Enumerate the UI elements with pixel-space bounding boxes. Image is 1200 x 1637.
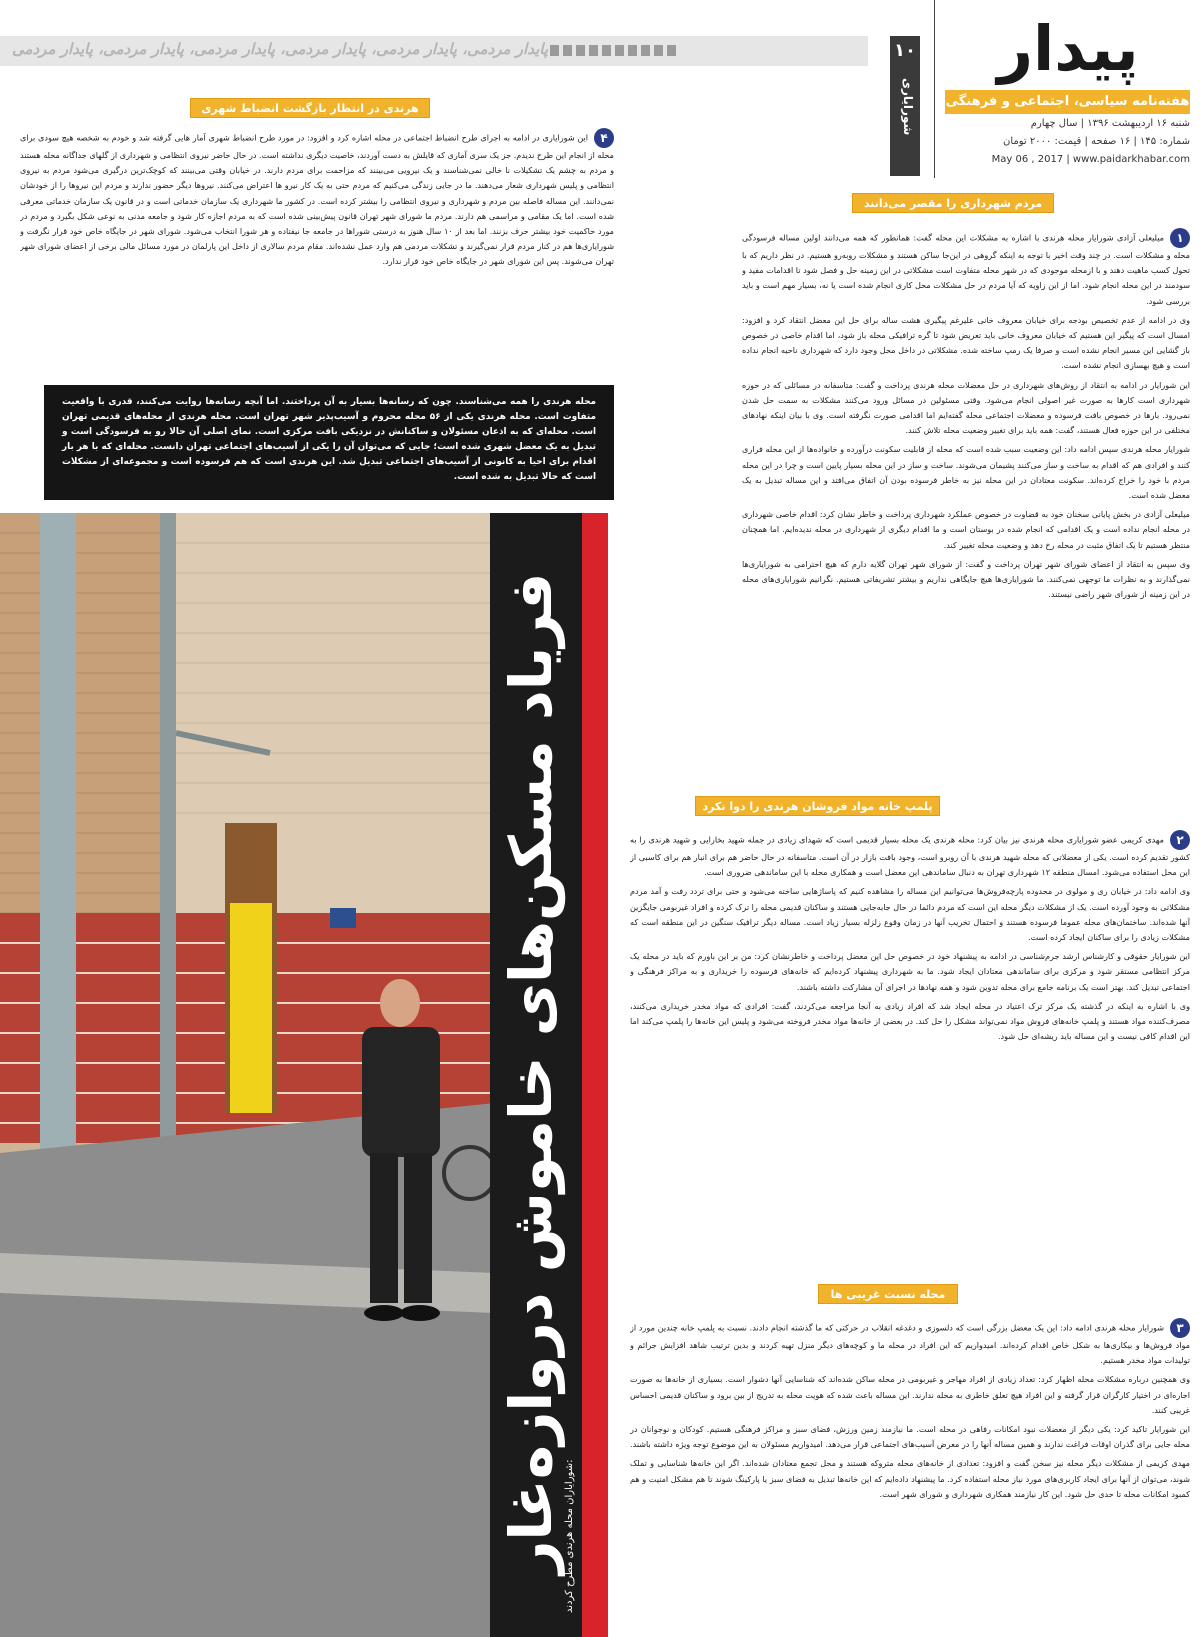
article-right-paragraph: میلیعلی آزادی شورایار محله هرندی با اشاره به مشکلات این محله گفت: همانطور که همه می‌دانند اولین مساله فرسودگی محله و مشکلات است. در چند وقت اخیر با توجه به اینکه گروهی در این‌جا ساکن هستند و مشکلات روبه‌رو هستیم. در نظر داریم که با تحول کسب ماهیت دهند و با ازمحله موجودی که در شهر محله متفاوت است مشکلاتی در این زمینه حل و فصل شود تا اقدامات مفید و سودمند در این محله انجام شود. اما از این زاویه که آیا مردم در حل مشکلات محل کاری انجام شده است یا نه، بسیار مهم است و باید بررسی شود. <box>742 232 1190 306</box>
strip-square <box>602 45 611 56</box>
article-bottom-paragraph: شورایار محله هرندی ادامه داد: این یک معضل بزرگی است که دلسوزی و دغدغه انقلاب در حرکتی که ما گذشته انجام دادند. نسبت به پلمپ خانه چندین مورد از مواد فروش‌ها و بیکاری‌ها به شکل خاص اقدام کرده‌اند. امیدواریم که این افراد در محله ما و کوچه‌های دیگر منزل تهیه کردند و بدین ترتیب شاهد افزایش جرائم و تولیدات مواد مخدر هستیم. <box>630 1322 1190 1366</box>
strip-square <box>654 45 663 56</box>
masthead-tagline: هفته‌نامه سیاسی، اجتماعی و فرهنگی <box>945 90 1190 114</box>
top-banner-strip <box>0 36 868 66</box>
main-headline: فریاد مسکن‌های خاموش دروازه‌غار <box>497 572 565 1574</box>
article-right-paragraph: وی در ادامه از عدم تخصیص بودجه برای خیابان معروف خانی علیرغم پیگیری هشت ساله برای حل این معضل انتقاد کرد و افزود: امسال است که پیگیر این هستیم که خیابان معروف خانی باید تعریض شود تا گره ترافیکی محله باز شود، اما اقدام خاصی در خصوص باز گشایی این مسیر انجام نشده است و صرفا یک رمپ ساخته شده. مشکلاتی در داخل محل وجود دارد که شهرداری ناحیه انجام نداده است و هیچ بهسازی انجام نشده است. <box>742 314 1190 371</box>
strip-square <box>589 45 598 56</box>
article-middle-paragraph: مهدی کریمی عضو شورایاری محله هرندی نیز بیان کرد: محله هرندی یک محله بسیار قدیمی است که شهدای زیادی در جمله شهید بخارایی و شهید هرندی را به کشور تقدیم کرده است. یکی از معضلاتی که محله شهید هرندی با آن روبرو است، وجود بافت بازار در آن است. متاسفانه در حال حاضر هم برای انبار هم برای کاسبی از این محل استفاده می‌شود. امسال منطقه ۱۲ شهرداری تهران به دنبال ساماندهی این معضل است و همکاری محله با این ساماندهی ضروری است. <box>630 834 1190 878</box>
lead-quote-text: محله هرندی را همه می‌شناسند. چون که رسانه‌ها بسیار به آن پرداختند. اما آنچه رسانه‌ها روایت می‌کنند، قدری با واقعیت متفاوت است. محله هرندی یکی از ۵۶ محله محروم و آسیب‌پذیر شهر تهران است. محله هرندی از محله‌های قدیمی تهران است. محله‌ای که به اذعان مسئولان و ساکنانش در نزدیکی بافت مرکزی است. نمای اصلی آن حالا رو به فرسودگی است و تبدیل به یک معضل شهری شده است؛ جایی که می‌توان آن را یکی از آسیب‌های اجتماعی تهران دانست. محله‌ای که با هر بار اقدام برای احیا به کانونی از آسیب‌های اجتماعی تبدیل شد. این هرندی است که هم فرسوده است و مجموعه‌ای از مشکلات است که حالا تبدیل به شده است. <box>62 397 596 482</box>
page-number: ۱۰ <box>894 40 916 61</box>
newspaper-logo[interactable]: پیدار <box>997 12 1139 85</box>
sub-headline: شورایاران محله هرندی مطرح کردند: <box>564 1459 575 1613</box>
section-name: شورایاری <box>901 78 915 136</box>
article-number-badge: ۳ <box>1170 1318 1190 1338</box>
strip-square <box>576 45 585 56</box>
section-tab <box>890 36 920 176</box>
strip-square <box>628 45 637 56</box>
article-top-text: این شورایاری در ادامه به اجرای طرح انضباط اجتماعی در محله اشاره کرد و افزود: در مورد طرح انضباط شهری آمار هایی گرفته شد و خودم به شخصه هیچ سودی برای محله از انجام این طرح ندیدم. جز یک سری آماری که قایلش به دست آوردند، خاصیت دیگری نداشته است. در حال حاضر نیروی انتظامی و شهرداری از گلهای جداگانه محله هستند و مردم به چشم یک تشکیلات نا خالی نمی‌شناسند و یک نیرویی می‌بینند که مزاحمت برای مردم دارند. در خیابان وقتی می‌بینند که کوچک‌ترین درگیری می‌شود مردم به نیروی انتظامی و پلیس شهرداری شعار می‌دهند. ما در جایی زندگی می‌کنیم که مردم حتی به یک کار نیرو ها اعتراض می‌کنند. نیروها دیگر حضور ندارند و مردم این نیروها را از خودشان نمی‌دانند. این مساله فاصله بین مردم و شهرداری و نیروی انتظامی را بیشتر کرده است. در کشور ما شهرداری یک سازمان خدماتی است و در قانون یک سازمان خدماتی معرفی شده است. اما یک مقامی و مراسمی هم دارند. مردم ما شورای شهر تهران قانون پیش‌بینی شده است که به مردم اجازه کار شود و جامعه مدنی به نوعی شکل بگیرد و مردم در مورد حاکمیت خود بیشتر حرف بزنند. اما بعد از ۱۰ سال هنوز به درستی شوراها در جامعه جا نیفتاده و هر شورا انتخاب می‌شود. شورای شهر در جایگاه خاص خود قرار نگرفت و شورایاری‌ها هم در کنار مردم قرار نمی‌گیرند و تشکلات مردمی هم وارد عمل نشده‌اند. مقام مردم سالاری از داخل این پارلمان در مورد مسائل مالی برخی از اعضای شورای شهر تهران می‌شوند. پس این شورای شهر در جایگاه خاص خود قرار ندارد. <box>20 132 614 267</box>
article-number-badge: ۴ <box>594 128 614 148</box>
article-middle-heading: پلمپ خانه مواد فروشان هرندی را دوا نکرد <box>695 796 940 816</box>
strip-square <box>615 45 624 56</box>
article-middle-paragraph: وی با اشاره به اینکه در گذشته یک مرکز ترک اعتیاد در محله ایجاد شد که افراد زیادی به آنجا مراجعه می‌کردند، گفت: افرادی که مواد مخدر خریداری می‌کنند، مصرف‌کننده مواد هستند و پلمپ خانه‌های فروش مواد نمی‌تواند مشکل را حل کند. در بعضی از خانه‌ها مواد مخدر فروخته می‌شود و پلیس این خانه‌ها را پلمپ می‌کند اما این اقدام کافی نیست و این مساله باید ریشه‌ای حل شود. <box>630 1000 1190 1042</box>
headline-strip <box>490 513 582 1637</box>
strip-square <box>563 45 572 56</box>
strip-square <box>550 45 559 56</box>
article-right-body <box>742 228 1190 783</box>
article-top-body <box>20 128 614 318</box>
article-right-heading: مردم شهرداری را مقصر می‌دانند <box>852 193 1054 213</box>
article-right-paragraph: وی سپس به انتقاد از اعضای شورای شهر تهران پرداخت و گفت: از شورای شهر تهران گلایه دارم که هیچ احترامی به شورایاری‌ها نمی‌گذارند و به نظرات ما توجهی نمی‌کنند. ما شورایاری‌ها هیچ جایگاهی نداریم و بیشتر تشریفاتی هستیم. نگرانیم شورایاری‌های محله در این زمینه از شورای شهر راضی نیستند. <box>742 558 1190 600</box>
article-bottom-paragraph: مهدی کریمی از مشکلات دیگر محله نیز سخن گفت و افزود: تعدادی از خانه‌های محله متروکه هستند و محل تجمع معتادان شده‌اند. اگر این خانه‌ها شناسایی و تملک شوند، می‌توان از آنها برای ایجاد کاربری‌های مورد نیاز محله استفاده کرد. ما پیشنهاد داده‌ایم که این خانه‌ها تبدیل به فضای سبز یا پارکینگ شوند تا هم مشکل امنیت و هم کمبود امکانات محله تا حدی حل شود. این کار نیازمند همکاری شهرداری و شورای شهر است. <box>630 1458 1190 1499</box>
date-line: شنبه ۱۶ اردیبهشت ۱۳۹۶ | سال چهارم <box>1030 118 1190 129</box>
article-middle-paragraph: این شورایار حقوقی و کارشناس ارشد جرم‌شناسی در ادامه به پیشنهاد خود در خصوص حل این معضل پرداخت و خاطرنشان کرد: من بر این باورم که باید در محله یک مرکز انتظامی مستقر شود و مرکزی برای ساماندهی معتادان ایجاد شود. ما به شهرداری پیشنهاد کرده‌ایم که خانه‌های فرسوده را خریداری و به مراکز فرهنگی و اجتماعی تبدیل کند. بهتر است یک برنامه جامع برای محله تدوین شود و همه نهادها در اجرای آن مشارکت داشته باشند. <box>630 951 1190 992</box>
masthead-divider <box>934 0 935 178</box>
street-photo <box>0 513 495 1637</box>
issue-line: شماره: ۱۴۵ | ۱۶ صفحه | قیمت: ۲۰۰۰ تومان <box>1002 136 1190 147</box>
strip-square <box>641 45 650 56</box>
street-scene-illustration <box>0 513 495 1637</box>
strip-text: پایدار مردمی، پایدار مردمی، پایدار مردمی، پایدار مردمی، پایدار مردمی، پایدار مردمی <box>11 40 548 58</box>
article-bottom-paragraph: این شورایار تاکید کرد: یکی دیگر از معضلات نبود امکانات رفاهی در محله است. ما نیازمند زمین ورزش، فضای سبز و مراکز فرهنگی هستیم. کودکان و نوجوانان در محله جایی برای گذران اوقات فراغت ندارند و همین مساله آنها را در معرض آسیب‌های اجتماعی قرار می‌دهد. امیدواریم مسئولان به این موضوع توجه ویژه داشته باشند. <box>630 1424 1190 1450</box>
article-right-paragraph: میلیعلی آزادی در بخش پایانی سخنان خود به قضاوت در خصوص عملکرد شهرداری پرداخت و خاطر نشان کرد: اقدام خاصی شهرداری در محله انجام نداده است و یک اقدامی که انجام شده در بوستان است و ما اقدام دیگری از شهرداری در محله ندیده‌ایم. اما همچنان منتظر هستیم تا یک اتفاق مثبت در محله رخ دهد و وضعیت محله تغییر کند. <box>742 509 1190 550</box>
web-line: May 06 , 2017 | www.paidarkhabar.com <box>991 154 1190 165</box>
article-number-badge: ۱ <box>1170 228 1190 248</box>
article-right-paragraph: این شورایار در ادامه به انتقاد از روش‌های شهرداری در حل معضلات محله هرندی پرداخت و گفت: متاسفانه در مسائلی که در حوزه شهرداری است کارها به صورت غیر اصولی انجام می‌شود. وقتی مسئولین در مسائل ورود می‌کنند مشکلات به سمت حل شدن نمی‌رود. بارها در خصوص بافت فرسوده و معضلات اجتماعی محله گفته‌ایم اما اقدامی صورت نگرفته است. وی با بیان اینکه نهاد‌های مختلفی در این حوزه فعال هستند، گفت: همه باید برای تغییر وضعیت محله تلاش کنند. <box>742 379 1190 436</box>
article-right-paragraph: شورایار محله هرندی سپس ادامه داد: این وضعیت سبب شده است که محله از قابلیت سکونت درآورده و خانواده‌ها از این محله فراری کنند و افرادی هم که اقدام به ساخت و ساز می‌کنند پشیمان می‌شوند. ساخت و ساز در این محله بسیار پایین است و چرا در این محله مردم با خود را خراج کرده‌اند. سکونت معتادان در این محله نیز به خاطر فرسوده بودن آن اتفاق می‌افتد و این مساله تبدیل به یک معضل شده است. <box>742 444 1190 501</box>
article-number-badge: ۲ <box>1170 830 1190 850</box>
article-top-heading: هرندی در انتظار بازگشت انضباط شهری <box>190 98 430 118</box>
strip-square <box>667 45 676 56</box>
lead-quote-box <box>44 385 614 500</box>
red-accent-strip <box>582 513 608 1637</box>
article-middle-paragraph: وی ادامه داد: در خیابان ری و مولوی در محدوده پارچه‌فروش‌ها می‌توانیم این مساله را مشاهده کنیم که پاساژهایی ساخته می‌شود و حتی برای تردد رفت و آمد مردم مشکلاتی به وجود آورده است. یک از مشکلات دیگر محله این است که مردم دائما در حال جابه‌جایی هستند و ساکنان قدیمی محله را ترک کرده و افراد غیربومی جایگزین آنها شده‌اند. ساختمان‌های محله عموما فرسوده هستند و احتمال تخریب آنها در زمان وقوع زلزله بسیار زیاد است. مساله دیگر ترافیک سنگین در این منطقه است که مشکلات زیادی را برای ساکنان ایجاد کرده است. <box>630 886 1190 943</box>
article-bottom-heading: محله نسبت غریبی ها <box>818 1284 958 1304</box>
article-bottom-paragraph: وی همچنین درباره مشکلات محله اظهار کرد: تعداد زیادی از افراد مهاجر و غیربومی در محله ساکن شده‌اند که شناسایی آنها دشوار است. بسیاری از خانه‌ها به صورت اجاره‌ای در اختیار کارگران قرار گرفته و این افراد هیچ تعلق خاطری به محله ندارند. این مساله باعث شده که هویت محله به تدریج از بین برود و ساکنان قدیمی احساس غریبی کنند. <box>630 1374 1190 1415</box>
article-bottom-body <box>630 1318 1190 1623</box>
article-middle-body <box>630 830 1190 1245</box>
